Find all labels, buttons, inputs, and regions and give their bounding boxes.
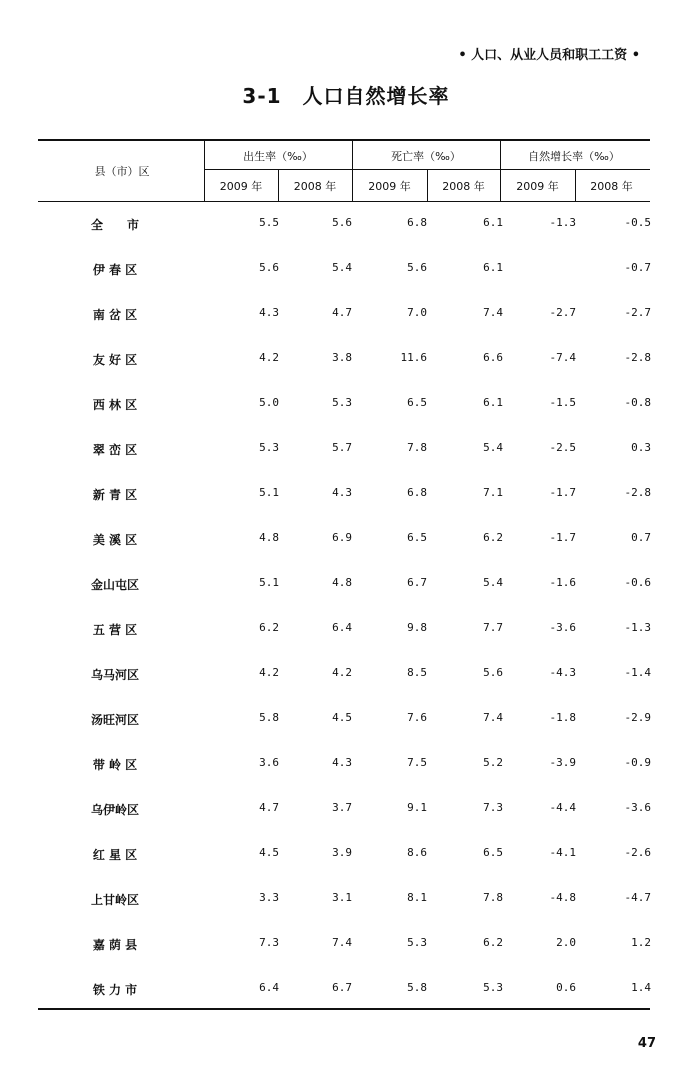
row-label: 美 溪 区 — [92, 533, 138, 547]
table-cell: 7.8 — [407, 441, 427, 454]
table-cell: 4.2 — [259, 351, 279, 364]
row-label: 友 好 区 — [92, 353, 138, 367]
table-cell: -3.6 — [624, 801, 651, 814]
year-header: 2008 年 — [442, 180, 485, 193]
table-cell: 6.8 — [407, 486, 427, 499]
header-bottom-rule — [38, 201, 650, 202]
table-bottom-rule — [38, 1008, 650, 1010]
table-row — [0, 711, 692, 731]
table-cell: 4.2 — [259, 666, 279, 679]
table-cell: 4.5 — [259, 846, 279, 859]
row-label: 带 岭 区 — [92, 758, 138, 772]
table-cell: -1.7 — [549, 486, 576, 499]
table-cell: -2.7 — [624, 306, 651, 319]
table-cell: 2.0 — [556, 936, 576, 949]
table-cell: -4.7 — [624, 891, 651, 904]
table-row — [0, 846, 692, 866]
table-cell: 5.7 — [332, 441, 352, 454]
row-label: 汤旺河区 — [90, 713, 139, 727]
table-cell: 5.5 — [259, 216, 279, 229]
table-cell: -1.7 — [549, 531, 576, 544]
running-header: • 人口、从业人员和职工工资 • — [458, 48, 640, 63]
table-cell: 5.1 — [259, 486, 279, 499]
table-cell: 5.6 — [407, 261, 427, 274]
table-cell: 5.0 — [259, 396, 279, 409]
table-cell: -2.8 — [624, 486, 651, 499]
table-cell: 6.4 — [332, 621, 352, 634]
table-cell: 5.6 — [259, 261, 279, 274]
table-cell: 9.1 — [407, 801, 427, 814]
table-cell: 6.6 — [483, 351, 503, 364]
table-cell: 8.6 — [407, 846, 427, 859]
table-row — [0, 666, 692, 686]
table-cell: 6.2 — [483, 531, 503, 544]
table-row — [0, 306, 692, 326]
table-cell: -4.8 — [549, 891, 576, 904]
table-cell: 7.1 — [483, 486, 503, 499]
row-label: 乌马河区 — [90, 668, 139, 682]
group-header-birth: 出生率（‰） — [243, 150, 313, 163]
table-row — [0, 261, 692, 281]
table-cell: -1.3 — [549, 216, 576, 229]
row-label: 翠 峦 区 — [92, 443, 138, 457]
table-row — [0, 576, 692, 596]
table-cell: -0.8 — [624, 396, 651, 409]
table-cell: 4.8 — [332, 576, 352, 589]
table-cell: -2.7 — [549, 306, 576, 319]
table-cell: 4.3 — [332, 756, 352, 769]
table-row — [0, 531, 692, 551]
table-top-rule — [38, 139, 650, 141]
table-cell: -1.5 — [549, 396, 576, 409]
table-cell: -2.8 — [624, 351, 651, 364]
table-cell: 4.7 — [332, 306, 352, 319]
table-cell: -2.6 — [624, 846, 651, 859]
table-cell: 6.7 — [407, 576, 427, 589]
table-cell: -1.6 — [549, 576, 576, 589]
row-label: 上甘岭区 — [90, 893, 139, 907]
table-cell: 7.7 — [483, 621, 503, 634]
group-header-death: 死亡率（‰） — [391, 150, 461, 163]
table-cell: 5.6 — [332, 216, 352, 229]
table-cell: 6.8 — [407, 216, 427, 229]
table-cell: 3.3 — [259, 891, 279, 904]
table-row — [0, 351, 692, 371]
table-row — [0, 756, 692, 776]
table-cell: 3.7 — [332, 801, 352, 814]
table-cell: 5.4 — [483, 576, 503, 589]
table-cell: 5.3 — [259, 441, 279, 454]
table-cell: 6.5 — [407, 396, 427, 409]
table-cell: 4.7 — [259, 801, 279, 814]
table-cell: -7.4 — [549, 351, 576, 364]
table-cell: 6.1 — [483, 216, 503, 229]
table-cell: 8.5 — [407, 666, 427, 679]
table-cell: 6.1 — [483, 261, 503, 274]
table-cell: -1.4 — [624, 666, 651, 679]
page-number: 47 — [637, 1036, 656, 1051]
table-cell: 6.4 — [259, 981, 279, 994]
year-header: 2009 年 — [516, 180, 559, 193]
table-cell: 4.3 — [332, 486, 352, 499]
table-cell: -3.6 — [549, 621, 576, 634]
row-label: 新 青 区 — [92, 488, 138, 502]
table-row — [0, 486, 692, 506]
table-cell: 5.6 — [483, 666, 503, 679]
table-cell: 6.2 — [483, 936, 503, 949]
table-cell: 7.5 — [407, 756, 427, 769]
table-cell: -1.8 — [549, 711, 576, 724]
table-cell: 7.3 — [259, 936, 279, 949]
row-label: 全 市 — [90, 218, 139, 232]
table-cell: 4.2 — [332, 666, 352, 679]
table-cell: 11.6 — [400, 351, 427, 364]
table-cell: -1.3 — [624, 621, 651, 634]
row-label: 西 林 区 — [92, 398, 138, 412]
row-label: 嘉 荫 县 — [92, 938, 138, 952]
table-cell: 7.8 — [483, 891, 503, 904]
table-cell: 3.6 — [259, 756, 279, 769]
table-cell: 6.2 — [259, 621, 279, 634]
table-cell: -4.3 — [549, 666, 576, 679]
table-cell: -2.5 — [549, 441, 576, 454]
table-cell: 9.8 — [407, 621, 427, 634]
table-cell: 5.8 — [259, 711, 279, 724]
table-cell: 3.8 — [332, 351, 352, 364]
table-cell: -0.9 — [624, 756, 651, 769]
table-cell: 6.9 — [332, 531, 352, 544]
table-cell: 7.0 — [407, 306, 427, 319]
table-cell: -2.9 — [624, 711, 651, 724]
table-cell: 6.1 — [483, 396, 503, 409]
table-cell: 7.4 — [483, 711, 503, 724]
row-label: 乌伊岭区 — [90, 803, 139, 817]
row-label: 红 星 区 — [92, 848, 138, 862]
table-cell: 5.3 — [407, 936, 427, 949]
table-cell: 7.3 — [483, 801, 503, 814]
stub-header: 县（市）区 — [94, 165, 150, 178]
table-cell: -0.7 — [624, 261, 651, 274]
table-row — [0, 801, 692, 821]
table-row — [0, 981, 692, 1001]
table-cell: 3.1 — [332, 891, 352, 904]
table-cell: 6.5 — [407, 531, 427, 544]
table-cell: 7.4 — [332, 936, 352, 949]
table-cell: 5.3 — [483, 981, 503, 994]
table-cell: -4.1 — [549, 846, 576, 859]
table-cell: 0.7 — [631, 531, 651, 544]
table-cell: -0.6 — [624, 576, 651, 589]
row-label: 铁 力 市 — [92, 983, 138, 997]
row-label: 五 营 区 — [92, 623, 138, 637]
table-cell: 3.9 — [332, 846, 352, 859]
row-label: 伊 春 区 — [92, 263, 138, 277]
table-cell: 7.4 — [483, 306, 503, 319]
table-row — [0, 621, 692, 641]
table-row — [0, 441, 692, 461]
table-cell: 4.5 — [332, 711, 352, 724]
year-header: 2009 年 — [219, 180, 263, 193]
table-cell: -4.4 — [549, 801, 576, 814]
table-cell: 5.2 — [483, 756, 503, 769]
table-cell: 0.3 — [631, 441, 651, 454]
table-cell: 1.4 — [631, 981, 651, 994]
table-cell: 5.4 — [332, 261, 352, 274]
table-row — [0, 891, 692, 911]
year-header: 2009 年 — [368, 180, 411, 193]
table-cell: 5.8 — [407, 981, 427, 994]
table-cell: 6.7 — [332, 981, 352, 994]
group-header-growth: 自然增长率（‰） — [528, 150, 620, 163]
table-cell: 1.2 — [631, 936, 651, 949]
table-cell: 7.6 — [407, 711, 427, 724]
table-cell: 6.5 — [483, 846, 503, 859]
table-cell: 8.1 — [407, 891, 427, 904]
table-title: 3-1 人口自然增长率 — [242, 84, 450, 108]
row-label: 南 岔 区 — [92, 308, 138, 322]
table-cell: 5.1 — [259, 576, 279, 589]
table-cell: 5.3 — [332, 396, 352, 409]
row-label: 金山屯区 — [90, 578, 139, 592]
table-cell: 4.8 — [259, 531, 279, 544]
table-cell: 4.3 — [259, 306, 279, 319]
table-row — [0, 936, 692, 956]
table-row — [0, 216, 692, 236]
table-cell: 5.4 — [483, 441, 503, 454]
table-cell: 0.6 — [556, 981, 576, 994]
table-cell: -3.9 — [549, 756, 576, 769]
table-row — [0, 396, 692, 416]
table-cell: -0.5 — [624, 216, 651, 229]
year-header: 2008 年 — [293, 180, 337, 193]
year-header: 2008 年 — [590, 180, 633, 193]
